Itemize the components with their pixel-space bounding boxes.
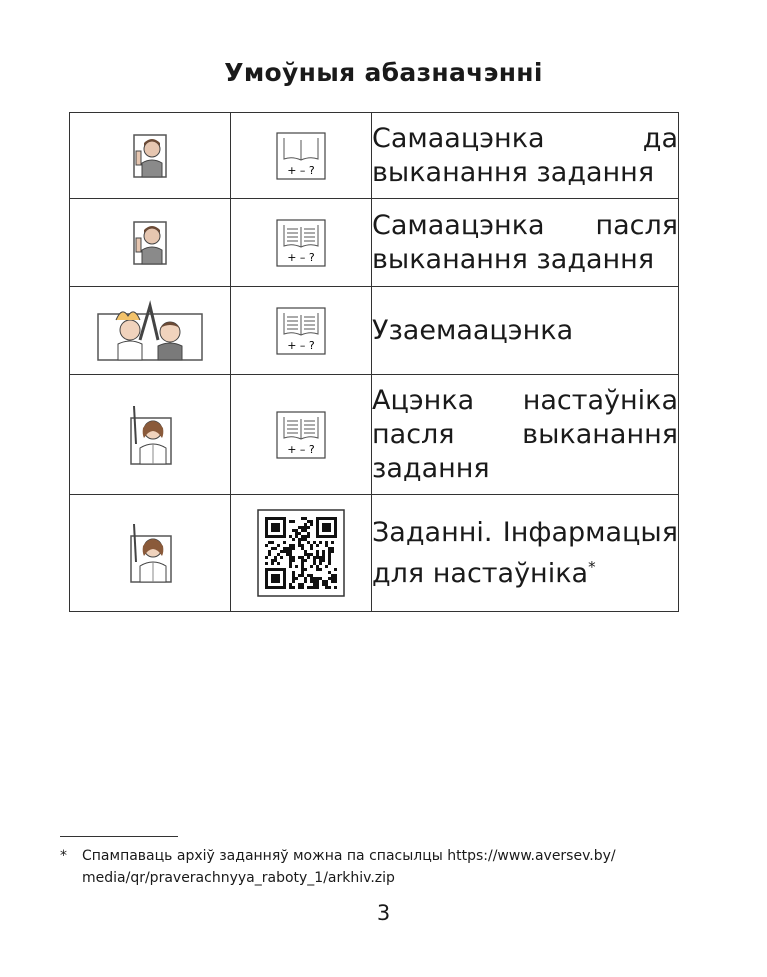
svg-text:+ – ?: + – ?	[287, 250, 315, 264]
legend-text: Узаемаацэнка	[372, 287, 679, 375]
teacher-with-pointer-icon	[126, 522, 174, 584]
svg-text:+ – ?: + – ?	[287, 442, 315, 456]
symbol-cell	[231, 375, 372, 495]
open-book-plus-minus-icon	[276, 411, 326, 459]
page-number: 3	[376, 901, 391, 925]
symbol-cell	[231, 113, 372, 199]
svg-text:+ – ?: + – ?	[287, 163, 315, 177]
footnote-line-2[interactable]: media/qr/praverachnyya_raboty_1/arkhiv.zip	[82, 870, 395, 886]
footnote-divider	[60, 836, 178, 837]
picture-cell	[70, 199, 231, 287]
table-row	[70, 199, 679, 287]
legend-table	[69, 112, 679, 612]
picture-cell	[70, 113, 231, 199]
legend-text-body: Заданні. Інфармацыя для настаўніка	[372, 516, 678, 589]
picture-cell	[70, 495, 231, 612]
table-row	[70, 287, 679, 375]
table-row	[70, 495, 679, 612]
footnote-mark: *	[588, 557, 596, 576]
legend-text	[372, 495, 679, 612]
open-book-plus-minus-icon	[276, 132, 326, 180]
table-row	[70, 375, 679, 495]
symbol-cell	[231, 495, 372, 612]
table-row	[70, 113, 679, 199]
children-holding-hands-icon	[96, 300, 204, 362]
footnote-line-1: Спампаваць архіў заданняў можна па спасылцы https://www.aversev.by/	[82, 848, 616, 864]
raised-hand-boy-icon	[130, 220, 170, 266]
teacher-with-pointer-icon	[126, 404, 174, 466]
picture-cell	[70, 375, 231, 495]
page-title: Умоўныя абазначэнні	[224, 58, 543, 87]
qr-code-icon[interactable]	[257, 509, 345, 597]
open-book-plus-minus-icon	[276, 219, 326, 267]
svg-text:+ – ?: + – ?	[287, 338, 315, 352]
picture-cell	[70, 287, 231, 375]
raised-hand-boy-icon	[130, 133, 170, 179]
legend-text: Самаацэнка пасля выканання задання	[372, 199, 679, 287]
footnote-marker: *	[60, 848, 67, 864]
footnote	[60, 845, 660, 889]
legend-text: Самаацэнка да выканання задання	[372, 113, 679, 199]
symbol-cell	[231, 199, 372, 287]
legend-text: Ацэнка настаўніка пасля выканання задання	[372, 375, 679, 495]
open-book-plus-minus-icon	[276, 307, 326, 355]
symbol-cell	[231, 287, 372, 375]
